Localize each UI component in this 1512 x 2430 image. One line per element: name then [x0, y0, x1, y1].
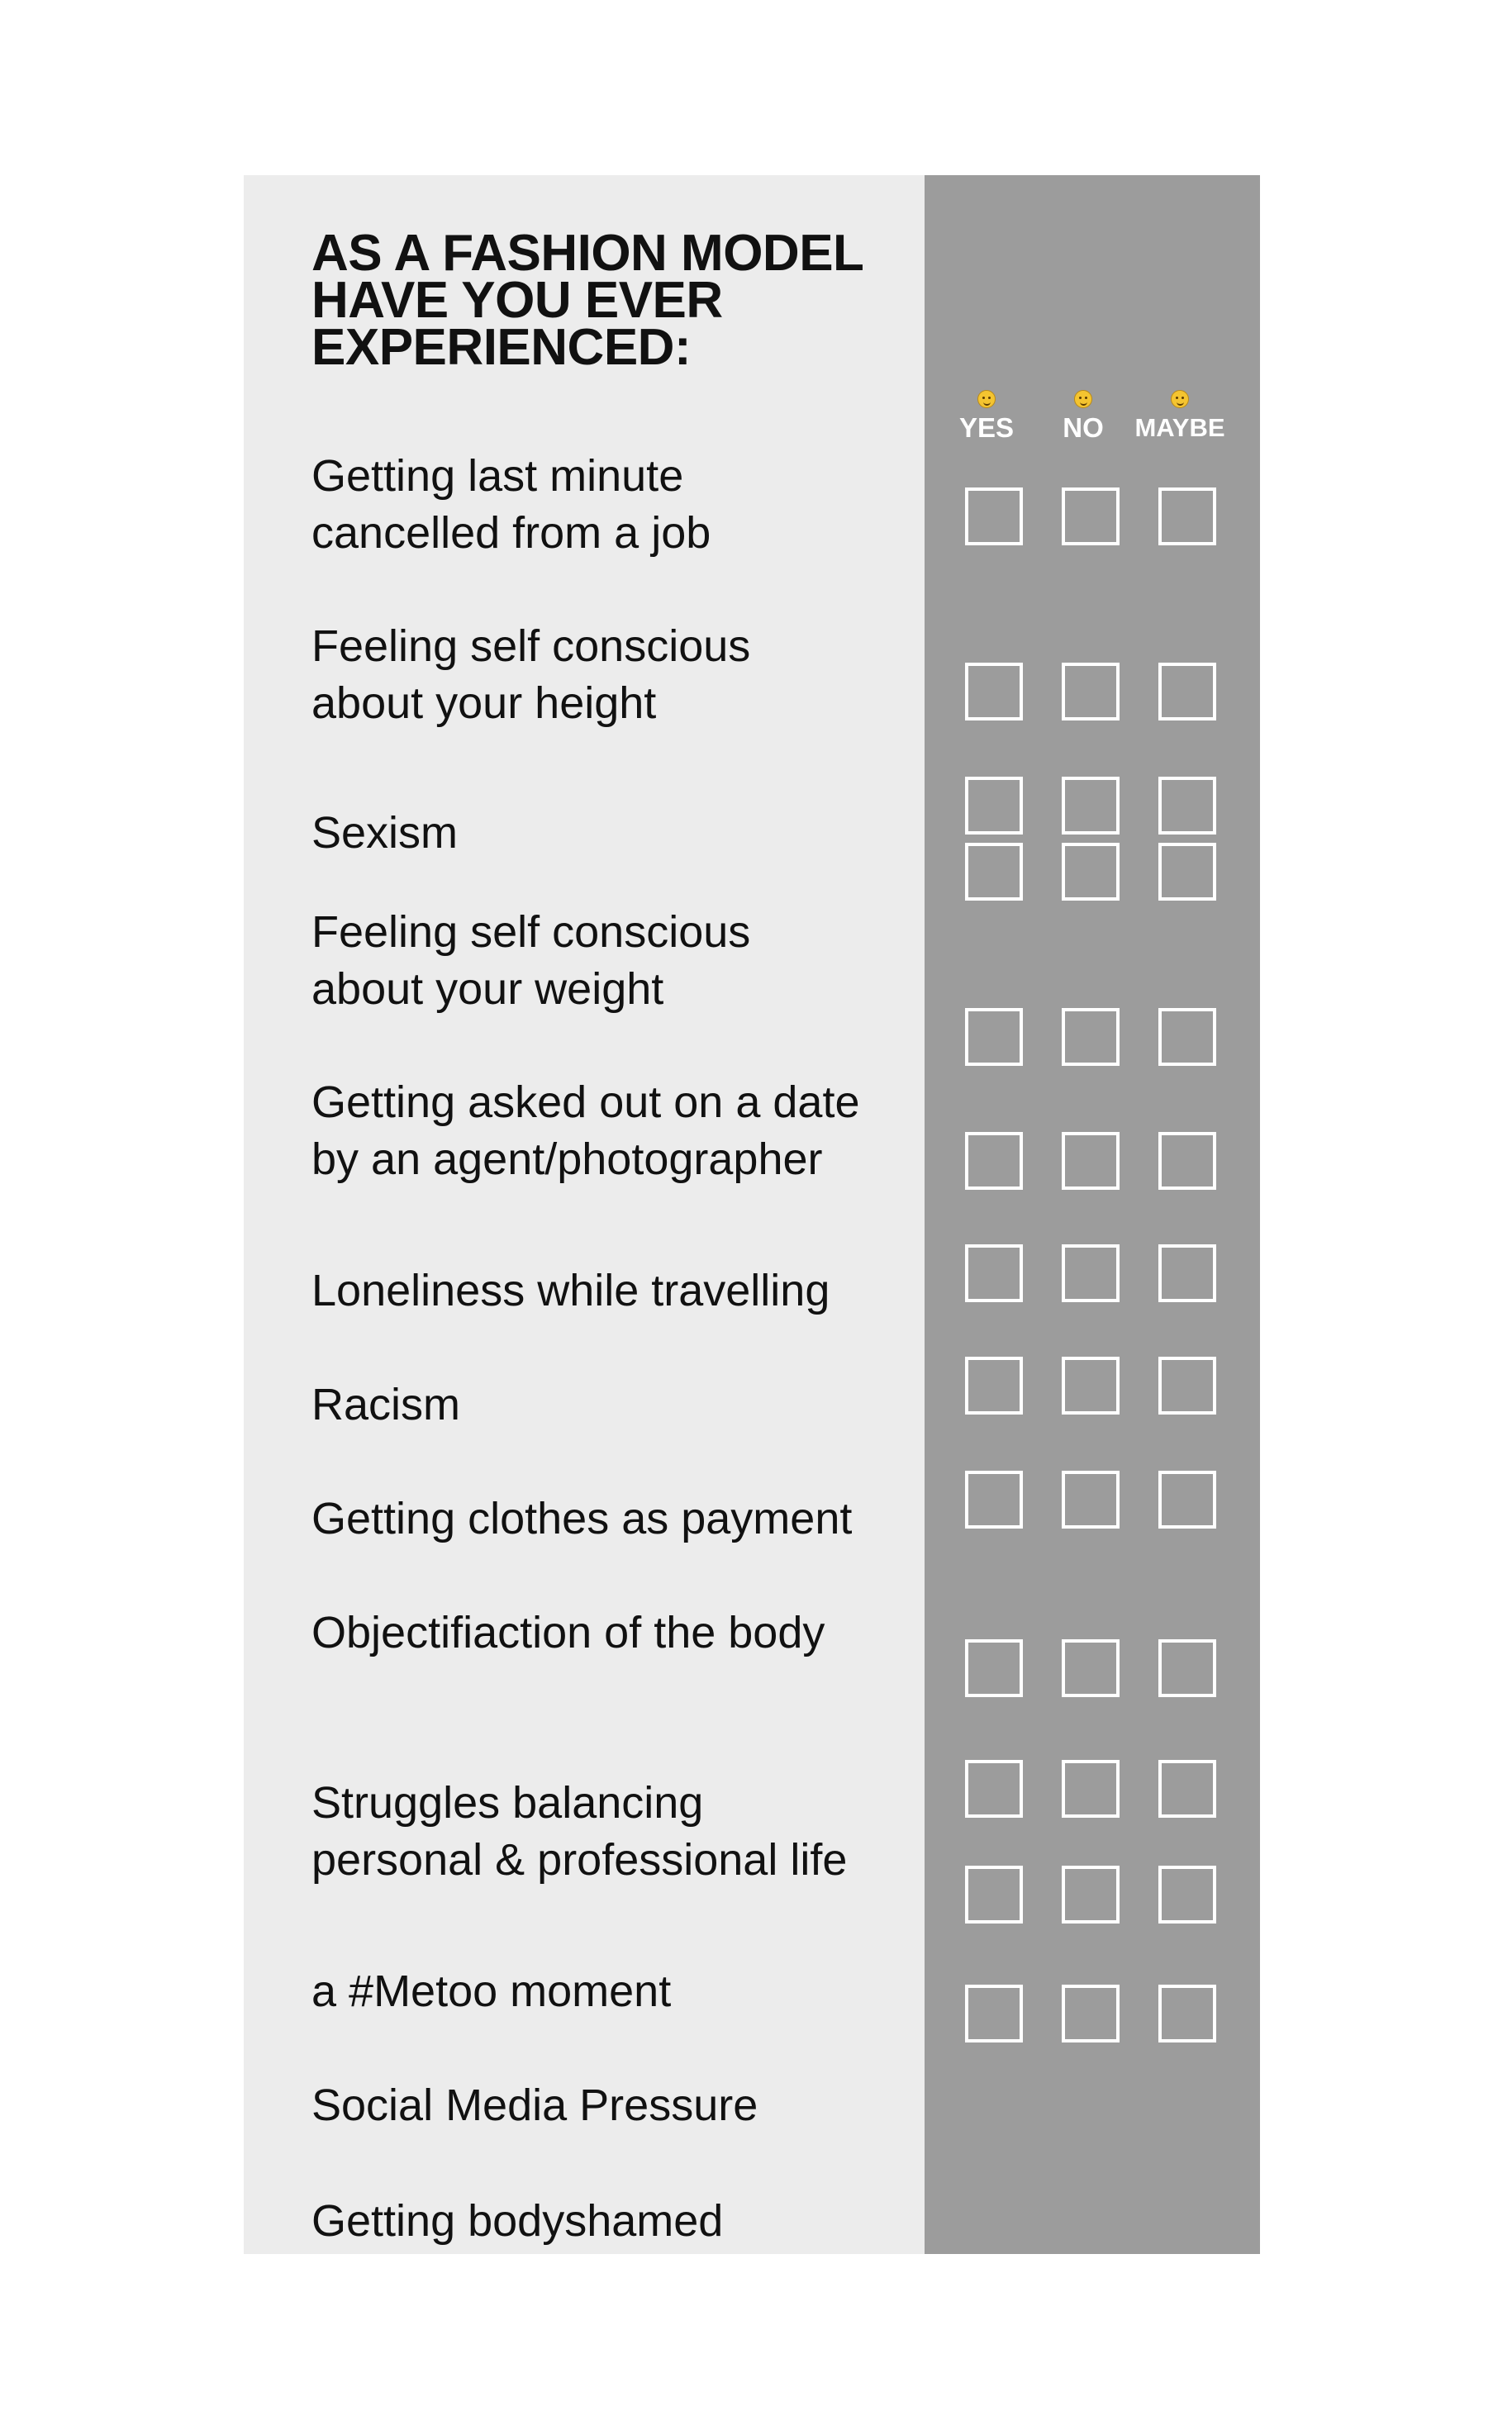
checkbox-maybe[interactable] [1158, 1760, 1216, 1818]
checkbox-yes[interactable] [965, 487, 1023, 545]
checkbox-yes[interactable] [965, 1985, 1023, 2042]
checkbox-yes[interactable] [965, 777, 1023, 835]
checkbox-no[interactable] [1062, 1639, 1120, 1697]
checkbox-no[interactable] [1062, 1471, 1120, 1529]
smirking-face-emoji-icon [1074, 390, 1092, 408]
question-label: Getting bodyshamed [311, 2196, 724, 2246]
question-label: Social Media Pressure [311, 2080, 758, 2130]
survey-card [244, 175, 1260, 2254]
checkbox-yes[interactable] [965, 1760, 1023, 1818]
checkbox-no[interactable] [1062, 1132, 1120, 1190]
checkbox-maybe[interactable] [1158, 1244, 1216, 1302]
column-header-maybe [1134, 390, 1225, 443]
checkbox-maybe[interactable] [1158, 843, 1216, 901]
question-label: Getting last minute cancelled from a job [311, 451, 711, 558]
checkbox-yes[interactable] [965, 843, 1023, 901]
question-label: a #Metoo moment [311, 1966, 672, 2016]
checkbox-yes[interactable] [965, 1008, 1023, 1066]
checkbox-yes[interactable] [965, 1639, 1023, 1697]
column-label-maybe: MAYBE [1134, 413, 1225, 442]
upside-down-face-emoji-icon [1171, 390, 1189, 408]
checkbox-maybe[interactable] [1158, 777, 1216, 835]
checkbox-no[interactable] [1062, 663, 1120, 720]
column-label-yes: YES [958, 412, 1015, 443]
survey-title: AS A FASHION MODEL HAVE YOU EVER EXPERIENCED: [311, 225, 864, 376]
checkbox-yes[interactable] [965, 1866, 1023, 1924]
checkbox-no[interactable] [1062, 843, 1120, 901]
checkbox-maybe[interactable] [1158, 663, 1216, 720]
column-label-no: NO [1063, 412, 1104, 443]
checkbox-yes[interactable] [965, 1357, 1023, 1415]
question-label: Sexism [311, 808, 459, 858]
checkbox-yes[interactable] [965, 1244, 1023, 1302]
worried-face-emoji-icon [977, 390, 996, 408]
checkbox-no[interactable] [1062, 1357, 1120, 1415]
checkbox-no[interactable] [1062, 1244, 1120, 1302]
question-label: Feeling self conscious about your weight [311, 907, 751, 1014]
checkbox-no[interactable] [1062, 1008, 1120, 1066]
checkbox-no[interactable] [1062, 1760, 1120, 1818]
question-label: Struggles balancing personal & professional life [311, 1778, 848, 1885]
column-header-no [1038, 390, 1129, 443]
checkbox-yes[interactable] [965, 663, 1023, 720]
question-label: Loneliness while travelling [311, 1266, 830, 1315]
column-header-yes [941, 390, 1032, 443]
question-label: Getting clothes as payment [311, 1494, 853, 1543]
checkbox-no[interactable] [1062, 1866, 1120, 1924]
question-label: Racism [311, 1380, 461, 1429]
checkbox-yes[interactable] [965, 1132, 1023, 1190]
checkbox-maybe[interactable] [1158, 1866, 1216, 1924]
checkbox-no[interactable] [1062, 777, 1120, 835]
checkbox-maybe[interactable] [1158, 487, 1216, 545]
checkbox-maybe[interactable] [1158, 1985, 1216, 2042]
checkbox-maybe[interactable] [1158, 1132, 1216, 1190]
question-label: Objectifiaction of the body [311, 1608, 825, 1657]
checkbox-yes[interactable] [965, 1471, 1023, 1529]
checkbox-no[interactable] [1062, 487, 1120, 545]
question-label: Feeling self conscious about your height [311, 621, 751, 728]
checkbox-no[interactable] [1062, 1985, 1120, 2042]
question-label: Getting asked out on a date by an agent/photographer [311, 1077, 860, 1184]
checkbox-maybe[interactable] [1158, 1008, 1216, 1066]
checkbox-maybe[interactable] [1158, 1639, 1216, 1697]
checkbox-maybe[interactable] [1158, 1471, 1216, 1529]
checkbox-maybe[interactable] [1158, 1357, 1216, 1415]
